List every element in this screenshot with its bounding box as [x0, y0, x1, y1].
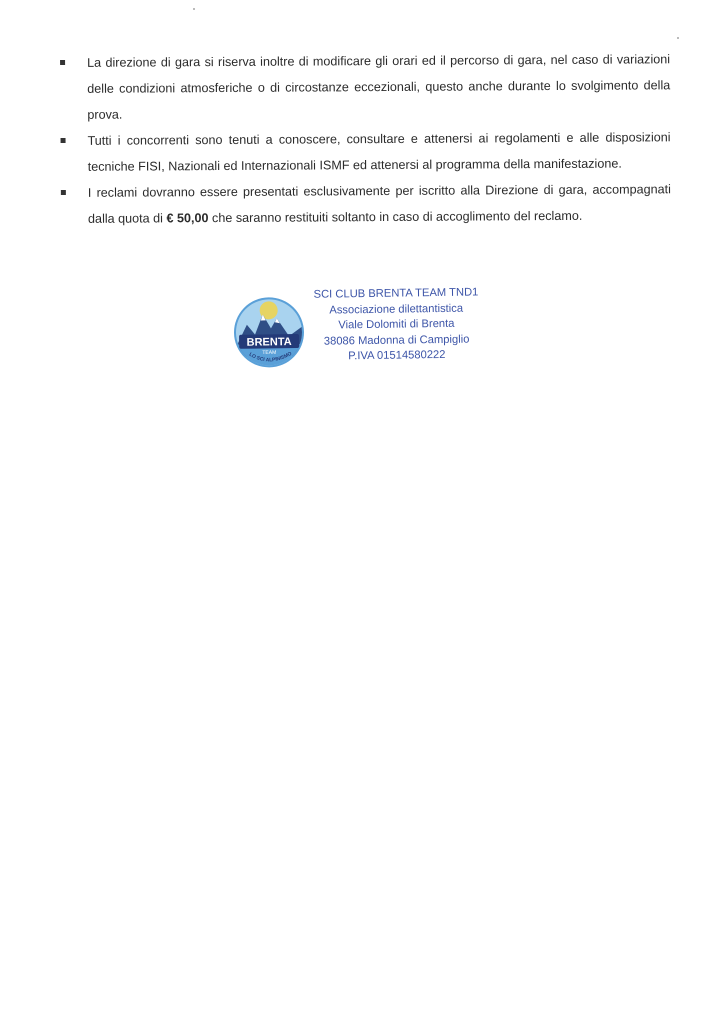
stamp-line-city: 38086 Madonna di Campiglio [323, 333, 470, 348]
list-item [60, 46, 670, 128]
rule-text-before: I reclami dovranno essere presentati esclusivamente per iscritto alla Direzione di gara, accompagnati dalla quota di [87, 182, 671, 226]
logo-sub: TEAM [262, 349, 277, 356]
stamp-line-vat: P.IVA 01514580222 [348, 349, 446, 363]
fee-amount: € 50,00 [166, 211, 209, 226]
square-bullet-icon [60, 60, 65, 65]
rule-text: La direzione di gara si riserva inoltre di modificare gli orari ed il percorso di gara, nel caso di variazioni delle condizioni atmosferiche o di circostanze eccezionali, questo anche durante lo svolgimento della prova. [87, 52, 671, 122]
scan-speck [677, 37, 679, 39]
rule-text-after: che saranno restituiti soltanto in caso di accoglimento del reclamo. [208, 208, 583, 226]
square-bullet-icon [61, 138, 66, 143]
scan-speck [193, 8, 195, 10]
logo-motto: LO SCI ALPINISMO [247, 350, 294, 364]
stamp-address [308, 285, 484, 365]
mountain-logo-icon [232, 296, 305, 369]
rule-text: Tutti i concorrenti sono tenuti a conoscere, consultare e attenersi ai regolamenti e alle disposizioni tecniche FISI, Nazionali ed Internazionali ISMF ed attenersi al programma della manifestazione. [87, 130, 671, 174]
club-stamp [232, 285, 503, 379]
stamp-line-association: Associazione dilettantistica [329, 302, 464, 317]
list-item [61, 176, 671, 232]
square-bullet-icon [61, 190, 66, 195]
rules-list [60, 46, 671, 232]
stamp-line-street: Viale Dolomiti di Brenta [338, 317, 455, 332]
logo-name: BRENTA [246, 336, 292, 349]
list-item [60, 124, 670, 180]
stamp-line-club-name: SCI CLUB BRENTA TEAM TND1 [313, 286, 479, 301]
